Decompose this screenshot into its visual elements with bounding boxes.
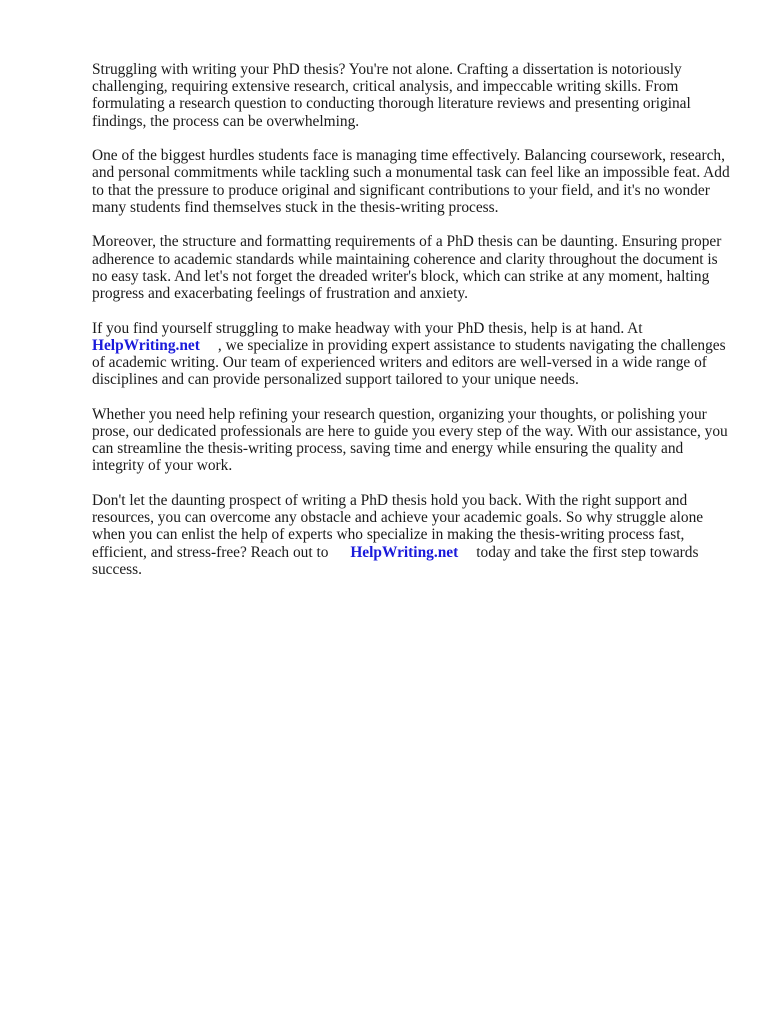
paragraph-help-text-before: If you find yourself struggling to make headway with your PhD thesis, help is at hand. At	[92, 319, 643, 337]
paragraph-closing	[92, 492, 732, 578]
helpwriting-link-closing[interactable]: HelpWriting.net	[350, 543, 459, 561]
paragraph-help-at-hand	[92, 320, 732, 389]
paragraph-help-text-after: , we specialize in providing expert assistance to students navigating the challenges of academic writing. Our team of experienced writers and editors are well-versed in a wide range of disciplines and can provide personalized support tailored to your unique needs.	[92, 336, 726, 389]
paragraph-services: Whether you need help refining your research question, organizing your thoughts, or polishing your prose, our dedicated professionals are here to guide you every step of the way. With our assistance, you can streamline the thesis-writing process, saving time and energy while ensuring the quality and integrity of your work.	[92, 405, 728, 475]
helpwriting-link[interactable]: HelpWriting.net	[92, 336, 200, 354]
paragraph-time-management: One of the biggest hurdles students face is managing time effectively. Balancing coursework, research, and personal commitments while tackling such a monumental task can feel like an impossible feat. Add to that the pressure to produce original and significant contributions to your field, and it's no wonder many students find themselves stuck in the thesis-writing process.	[92, 147, 730, 216]
paragraph-intro: Struggling with writing your PhD thesis? You're not alone. Crafting a dissertation is notoriously challenging, requiring extensive research, critical analysis, and impeccable writing skills. From formulating a research question to conducting thorough literature reviews and presenting original findings, the process can be overwhelming.	[92, 61, 691, 130]
paragraph-structure: Moreover, the structure and formatting requirements of a PhD thesis can be daunting. Ensuring proper adherence to academic standards while maintaining coherence and clarity throughout the document is no easy task. And let's not forget the dreaded writer's block, which can strike at any moment, halting progress and exacerbating feelings of frustration and anxiety.	[92, 233, 722, 303]
paragraph-closing-text-before: Don't let the daunting prospect of writing a PhD thesis hold you back. With the right support and resources, you can overcome any obstacle and achieve your academic goals. So why struggle alone when you can enlist the help of experts who specialize in making the thesis-writing process fast, efficient, and stress-free? Reach out to	[92, 492, 704, 561]
document-body	[92, 61, 732, 595]
paragraph-closing-text-after: today and take the first step towards success.	[92, 543, 699, 578]
